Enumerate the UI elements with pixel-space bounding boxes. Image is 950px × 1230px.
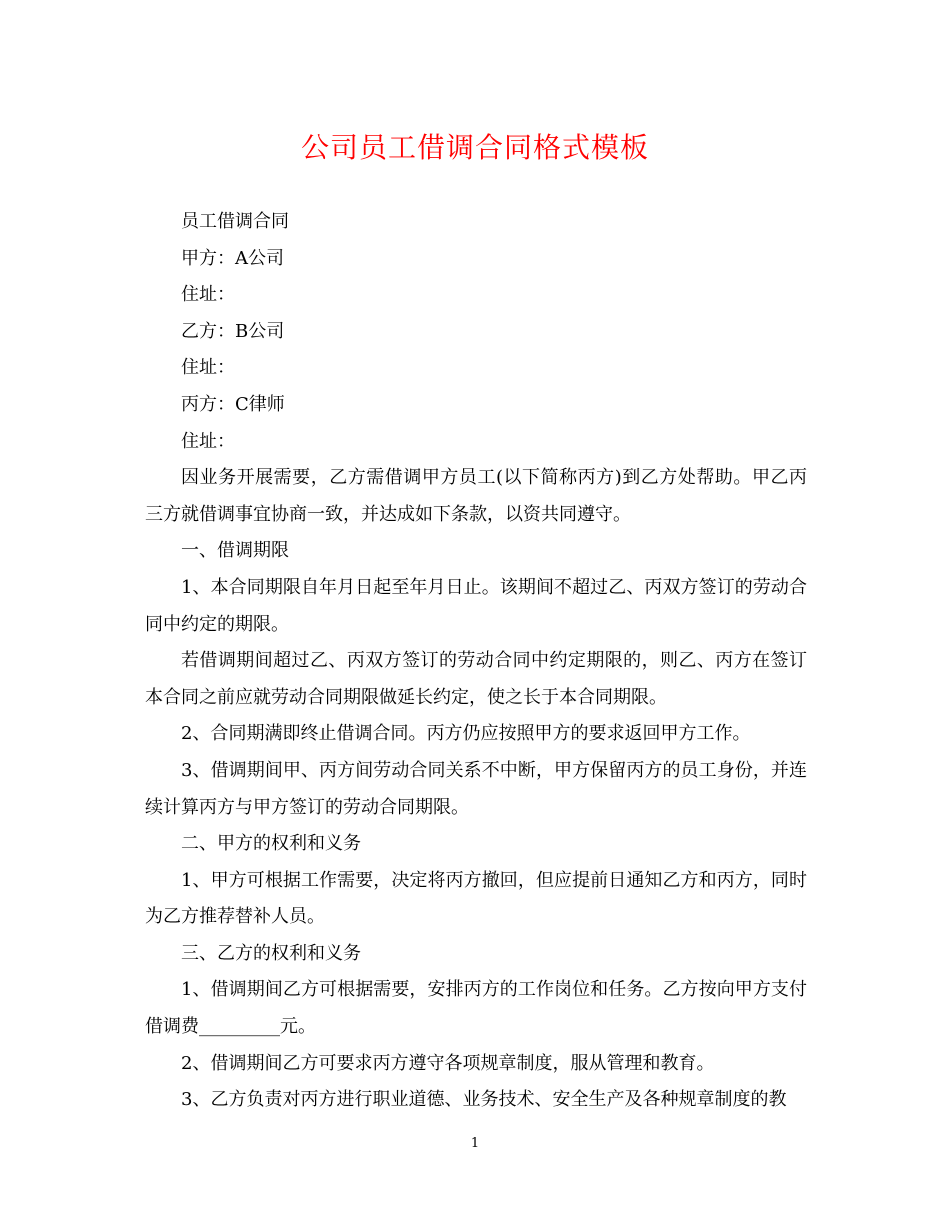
paragraph-party-c: 丙方：C律师	[181, 393, 285, 415]
paragraph-party-b-address: 住址：	[181, 357, 235, 379]
paragraph-contract-heading: 员工借调合同	[181, 211, 289, 232]
clause-term-3: 3、借调期间甲、丙方间劳动合同关系不中断，甲方保留丙方的员工身份，并连续计算丙方与甲方签订的劳动合同期限。	[145, 759, 807, 818]
section-heading-party-a-rights: 二、甲方的权利和义务	[181, 833, 361, 855]
paragraph-party-c-address: 住址：	[181, 430, 235, 452]
clause-party-b-1: 1、借调期间乙方可根据需要，安排丙方的工作岗位和任务。乙方按向甲方支付借调费_________元。	[145, 979, 807, 1038]
paragraph-party-a: 甲方：A公司	[181, 247, 284, 269]
document-body	[145, 204, 807, 1119]
clause-term-2: 2、合同期满即终止借调合同。丙方仍应按照甲方的要求返回甲方工作。	[181, 723, 751, 745]
clause-party-b-3: 3、乙方负责对丙方进行职业道德、业务技术、安全生产及各种规章制度的教	[181, 1089, 787, 1111]
paragraph-party-a-address: 住址：	[181, 284, 235, 306]
section-heading-term: 一、借调期限	[181, 540, 289, 562]
paragraph-preamble: 因业务开展需要，乙方需借调甲方员工(以下简称丙方)到乙方处帮助。甲乙丙三方就借调事宜协商一致，并达成如下条款，以资共同遵守。	[145, 467, 807, 525]
page-number: 1	[470, 1136, 480, 1151]
clause-party-a-1: 1、甲方可根据工作需要，决定将丙方撤回，但应提前日通知乙方和丙方，同时为乙方推荐替补人员。	[145, 869, 807, 928]
clause-party-b-2: 2、借调期间乙方可要求丙方遵守各项规章制度，服从管理和教育。	[181, 1052, 715, 1074]
clause-term-1: 1、本合同期限自年月日起至年月日止。该期间不超过乙、丙双方签订的劳动合同中约定的期限。	[145, 576, 807, 635]
document-title: 公司员工借调合同格式模板	[300, 131, 649, 164]
paragraph-party-b: 乙方：B公司	[181, 320, 285, 342]
clause-term-extension: 若借调期间超过乙、丙双方签订的劳动合同中约定期限的，则乙、丙方在签订本合同之前应就劳动合同期限做延长约定，使之长于本合同期限。	[145, 650, 807, 708]
section-heading-party-b-rights: 三、乙方的权利和义务	[181, 942, 361, 964]
